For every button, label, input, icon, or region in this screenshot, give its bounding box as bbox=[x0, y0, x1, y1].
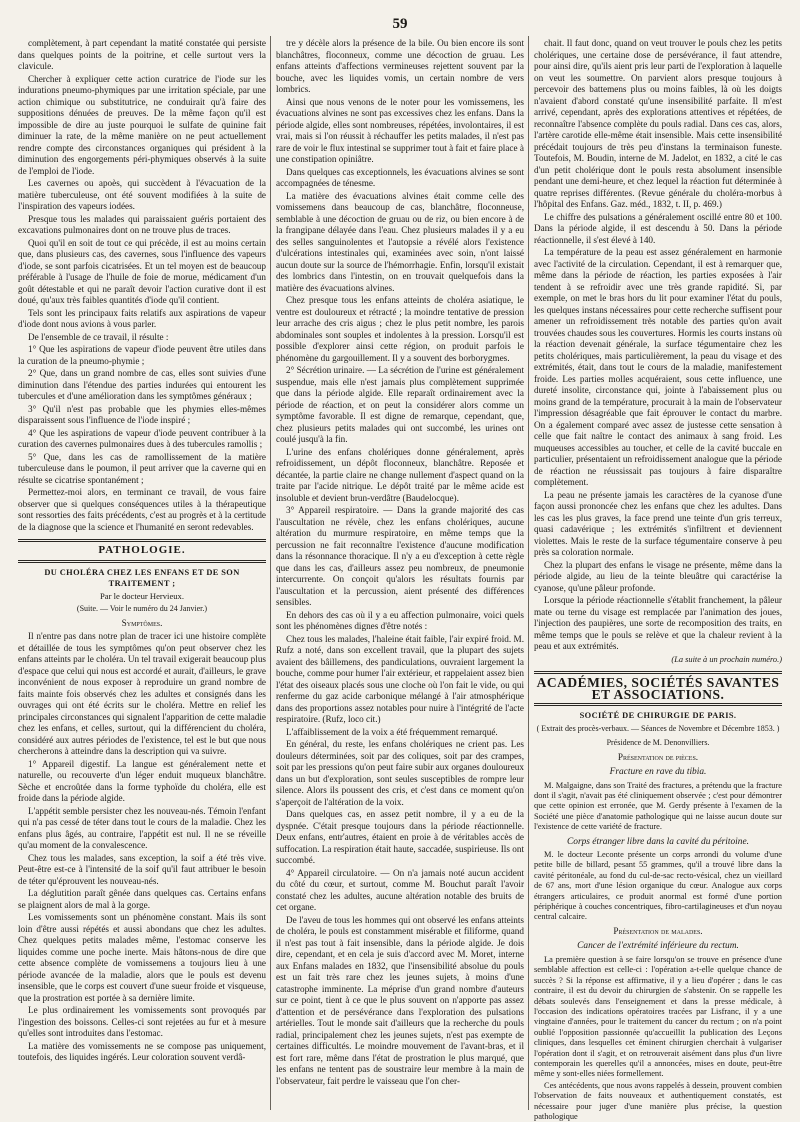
paragraph: En général, du reste, les enfans cholériques ne crient pas. Les douleurs déterminées, soit par des coliques, soit par des crampes, soit par les pressions qu'on peut faire subir aux organes douloureux dans un but d'exploration, sont seules susceptibles de rompre leur silence. Alors ils poussent des cris, et c'est dans ce moment qu'on s'aperçoit de l'altération de la voix. bbox=[276, 739, 524, 807]
article-rubric: Symptômes. bbox=[121, 617, 163, 628]
paragraph: La matière des évacuations alvines était comme celle des vomissemens dans beaucoup de cas, blanchâtre, floconneuse, semblable à une décoction de gruau ou de riz, ou bien encore à de la frangipane délayée dans l'eau. Chez plusieurs malades il y a eu des selles sanguinolentes et l'autopsie a révélé alors l'existence d'ulcérations intestinales qui, examinées avec soin, n'ont laissé aucun doute sur la source de l'hémorrhagie. Enfin, lorsqu'il existait des lombrics dans l'intestin, on en trouvait quelquefois dans la matière des évacuations alvines. bbox=[276, 190, 524, 293]
rubric-malades: Présentation de malades. bbox=[613, 925, 703, 936]
paragraph: La température de la peau est assez généralement en harmonie avec l'activité de la circulation. Cependant, il est à remarquer que, même dans la période de réaction, les parties exposées à l'air tendent à se refroidir avec une très grande rapidité. Si, par exemple, on met le bras hors du lit pour examiner l'état du pouls, les quelques instans nécessaires pour cette recherche suffisent pour amener un refroidissement très notable des parties qu'on avait trouvées chaudes sous les couvertures. Hormis les courts instans où la réaction devenait générale, la surface tégumentaire chez les petits cholériques, mais particulièrement, la peau du visage et des extrémités, était, dans tout le cours de la maladie, manifestement froide. Les parties molles acquéraient, sous cette influence, une dureté insolite, circonstance qui, jointe à l'abaissement plus ou moins grand de la température, procurait à la main de l'observateur l'impression désagréable que fait éprouver le contact du marbre. On a également comparé avec assez de justesse cette sensation à celle que fait naître le contact des animaux à sang froid. Les muqueuses accessibles au toucher, et celle de la cavité buccale en particulier, présentaient un refroidissement analogue que la période de réaction ne réussissait pas toujours à faire disparaître complètement. bbox=[534, 247, 783, 487]
paragraph: complètement, à part cependant la matité constatée qui persiste dans quelques points de la poitrine, et celle surtout vers la clavicule. bbox=[18, 38, 266, 71]
paragraph: La déglutition paraît gênée dans quelques cas. Certains enfans se plaignent alors de mal à la gorge. bbox=[18, 888, 266, 910]
section-heading-academies: ACADÉMIES, SOCIÉTÉS SAVANTES ET ASSOCIATIONS. bbox=[534, 671, 782, 706]
paragraph: Permettez-moi alors, en terminant ce travail, de vous faire observer que si quelques conséquences utiles à la thérapeutique sont ressorties des faits précédents, c'est au progrès et à la certitude de la diagnose que la science et l'humanité en seront redevables. bbox=[18, 487, 266, 532]
column-1 bbox=[18, 38, 266, 1108]
paragraph: Chez tous les malades, sans exception, la soif a été très vive. Peut-être est-ce à l'intensité de la soif qu'il faut attribuer le besoin de téter qu'éprouvent les nouveau-nés. bbox=[18, 852, 266, 886]
paragraph: 5° Que, dans les cas de ramollissement de la matière tuberculeuse dans le poumon, il peut arriver que la caverne qui en résulte se cicatrise spontanément ; bbox=[18, 451, 266, 485]
paragraph: 3° Appareil respiratoire. — Dans la grande majorité des cas l'auscultation ne révèle, chez les enfans cholériques, aucune altération du murmure respiratoire, en même temps que la percussion ne fait reconnaître l'existence d'aucune modification dans la résonnance thoracique. Il n'y a eu d'exception à cette règle que dans les cas, d'ailleurs assez peu nombreux, de pneumonie intercurrente. On conçoit qu'alors les résultats fournis par l'auscultation et la percussion, aient présenté des différences sensibles. bbox=[276, 505, 524, 607]
column-3 bbox=[534, 38, 783, 1121]
intro-text bbox=[18, 38, 266, 533]
paragraph: La première question à se faire lorsqu'on se trouve en présence d'une semblable affection est celle-ci : l'opération a-t-elle quelque chance de succès ? Si la réponse est affirmative, il y a lieu d'opérer ; dans le cas contraire, il est du devoir du chirurgien de s'abstenir. On se rappelle les débats soulevés dans l'enseignement et dans la presse médicale, à l'occasion des indications opératoires tracées par Lisfranc, il y a une vingtaine d'années, pour le traitement du cancer du rectum ; on n'a point oublié l'opposition passionnée qu'accueillit la publication des Leçons cliniques, dans lesquelles cet éminent chirurgien cherchait à vulgariser l'opération dont il s'agit, et on retrouverait aisément dans plus d'un livre contemporain les querelles qu'il a annoncées, mises en doute, peut-être même y sont-elles niées formellement. bbox=[534, 954, 782, 1079]
paragraph: En dehors des cas où il y a eu affection pulmonaire, voici quels sont les phénomènes dignes d'être notés : bbox=[276, 609, 524, 631]
paragraph: L'urine des enfans cholériques donne généralement, après refroidissement, un dépôt floconneux, blanchâtre. Reposée et décantée, la partie claire ne change nullement d'aspect quand on la traite par l'acide nitrique. Le dépôt traité par le même acide est insoluble et devient brun-verdâtre (Baudelocque). bbox=[276, 446, 524, 503]
paragraph: Chez presque tous les enfans atteints de choléra asiatique, le ventre est douloureux et rétracté ; la moindre tentative de pression leur arrache des cris aigus ; chez le plus petit nombre, les parois abdominales sont souples et indolentes à la pression. Lorsqu'il est possible d'explorer ainsi cette région, on produit parfois le phénomène du gargouillement. Il y a souvent des borborygmes. bbox=[276, 295, 524, 363]
paragraph: L'affaiblissement de la voix a été fréquemment remarqué. bbox=[286, 726, 498, 737]
paragraph: M. le docteur Leconte présente un corps arrondi du volume d'une petite bille de billard, pesant 55 grammes, qu'il a trouvé libre dans la cavité péritonéale, au fond du cul-de-sac recto-vésical, chez un vieillard de 67 ans, mort d'une lésion organique du cœur. Analogue aux corps étrangers articulaires, ce produit anormal est formé d'une portion périphérique à couches concentriques, fibro-cartilagineuses et d'un noyau central calcaire. bbox=[534, 850, 782, 922]
paragraph: 1° Appareil digestif. La langue est généralement nette et naturelle, ou recouverte d'un léger enduit muqueux blanchâtre. Sèche et encroûtée dans la forme typhoïde du choléra, elle est froide dans la période algide. bbox=[18, 758, 266, 803]
paragraph: Les cavernes ou apoès, qui succèdent à l'évacuation de la matière tuberculeuse, ont été souvent modifiées à la suite de l'inspiration des vapeurs iodées. bbox=[18, 178, 266, 211]
paragraph: Le chiffre des pulsations a généralement oscillé entre 80 et 100. Dans la période algide, il est descendu à 50. Dans la période réactionnelle, il s'est élevé à 140. bbox=[534, 211, 782, 245]
paragraph: 2° Que, dans un grand nombre de cas, elles sont suivies d'une diminution dans l'étendue des parties indurées qui entourent les tubercules et d'une amélioration dans les symptômes généraux ; bbox=[18, 368, 266, 401]
paragraph: tre y décèle alors la présence de la bile. Ou bien encore ils sont blanchâtres, floconneux, comme une décoction de gruau. Les enfans atteints d'affections vermineuses rejettent souvent par la bouche, avec les liquides vomis, un certain nombre de vers lombrics. bbox=[276, 38, 524, 94]
paragraph: De l'ensemble de ce travail, il résulte : bbox=[28, 331, 169, 342]
paragraph: Il n'entre pas dans notre plan de tracer ici une histoire complète et détaillée de tous les symptômes qu'on peut observer chez les enfans atteints par le choléra. Un tel travail exigerait beaucoup plus d'espace que celui qui nous est accordé et aurait, d'ailleurs, le grave inconvénient de nous exposer à reproduire un grand nombre de faits mainte fois observés chez les adultes et consignés dans les ouvrages qui ont été écrits sur le choléra. Mettre en relief les principales circonstances qui signalent l'apparition de cette maladie chez les enfans, et celles, surtout, qui la différencient du choléra, considéré aux autres périodes de l'existence, tel est le but que nous chercherons à atteindre dans la description qui va suivre. bbox=[18, 631, 266, 756]
society-title: SOCIÉTÉ DE CHIRURGIE DE PARIS. bbox=[579, 711, 737, 720]
paragraph: De l'aveu de tous les hommes qui ont observé les enfans atteints de choléra, le pouls est constamment misérable et filiforme, quand il n'est pas tout à fait insensible, dans la période algide. Je dois dire, cependant, et en cela je suis d'accord avec M. Moret, interne aux Enfans malades en 1832, que l'insensibilité absolue du pouls est un fait très rare chez les jeunes sujets, à moins d'une catastrophe imminente. La méprise d'un grand nombre d'auteurs sur ce point, tient à ce que le plus souvent on n'apporte pas assez d'attention et de persévérance dans l'exploration des pulsations artérielles. Tout le monde sait d'ailleurs que la recherche du pouls radial, principalement chez les jeunes sujets, n'est pas exempte de certaines difficultés. Le moindre mouvement de l'avant-bras, et il est fort rare, même dans l'état de prostration le plus marqué, que les enfans ne tentent pas de soustraire leur membre à la main de l'observateur, fait perdre le vaisseau que l'on cher- bbox=[276, 914, 524, 1086]
paragraph: Chez la plupart des enfans le visage ne présente, même dans la période algide, au lieu de la teinte bleuâtre qui caractérise la cyanose, qu'une pâleur profonde. bbox=[534, 559, 782, 593]
column-2 bbox=[276, 38, 524, 1108]
column-divider bbox=[528, 36, 529, 1110]
paragraph: L'appétit semble persister chez les nouveau-nés. Témoin l'enfant qui n'a pas cessé de téter dans tout le cours de la maladie. Chez les enfans plus âgés, au contraire, l'appétit est nul. Il ne se réveille qu'au moment de la convalescence. bbox=[18, 805, 266, 850]
paragraph: La peau ne présente jamais les caractères de la cyanose d'une façon aussi prononcée chez les enfans que chez les adultes. Dans les cas les plus graves, la face prend une teinte d'un gris terreux, quasi cadavérique ; les extrémités s'infiltrent et deviennent violettes. Mais le reste de la surface tégumentaire conserve à peu près sa coloration normale. bbox=[534, 489, 782, 557]
column-divider bbox=[270, 36, 271, 1110]
paragraph: 1° Que les aspirations de vapeur d'iode peuvent être utiles dans la curation de la pneumo-phymie ; bbox=[18, 344, 266, 366]
paragraph: 4° Appareil circulatoire. — On n'a jamais noté aucun accident du côté du cœur, et surtout, comme M. Bouchut paraît l'avoir constaté chez les adultes, aucune altération notable des bruits de cet organe. bbox=[276, 867, 524, 912]
paragraph: 4° Que les aspirations de vapeur d'iode peuvent contribuer à la curation des cavernes pulmonaires dues à des tubercules ramollis ; bbox=[18, 427, 266, 449]
item-title: Cancer de l'extrémité inférieure du rectum. bbox=[577, 941, 739, 952]
article-note: (Suite. — Voir le numéro du 24 Janvier.) bbox=[76, 604, 208, 613]
article-author: Par le docteur Hervieux. bbox=[100, 590, 184, 601]
paragraph: Presque tous les malades qui paraissaient guéris portaient des excavations pulmonaires dont on ne trouve plus de traces. bbox=[18, 213, 266, 235]
paragraph: Lorsque la période réactionnelle s'établit franchement, la pâleur mate ou terne du visage est remplacée par l'animation des joues, l'injection des paupières, une sorte de recomposition des traits, en même temps que le pouls se relève et que la chaleur revient à la peau et aux extrémités. bbox=[534, 595, 782, 651]
paragraph: La matière des vomissements ne se compose pas uniquement, toutefois, des liquides ingérés. Leur coloration souvent verdâ- bbox=[18, 1040, 266, 1062]
paragraph: Chez tous les malades, l'haleine était faible, l'air expiré froid. M. Rufz a noté, dans son excellent travail, que la plupart des sujets avaient des bâillemens, des pandiculations, ouvraient largement la bouche, comme pour humer l'air extérieur, et rappelaient assez bien l'état des oiseaux placés sous une cloche où l'on fait le vide, ou qui renferme du gaz acide carbonique mélangé à l'air atmosphérique dans des proportions assez notables pour nuire à l'intégrité de l'acte respiratoire. (Rufz, loco cit.) bbox=[276, 633, 524, 724]
paragraph: Dans quelques cas exceptionnels, les évacuations alvines se sont accompagnées de ténesme. bbox=[276, 166, 524, 188]
article-body bbox=[18, 631, 266, 1064]
paragraph: Tels sont les principaux faits relatifs aux aspirations de vapeur d'iode dont nous avions à vous parler. bbox=[18, 307, 266, 329]
section-heading-pathologie: PATHOLOGIE. bbox=[18, 539, 266, 563]
paragraph: Les vomissements sont un phénomène constant. Mais ils sont loin d'être aussi répétés et aussi abondans que chez les adultes. Chez quelques petits malades même, l'estomac conserve les liquides comme une poche inerte. Mais hâtons-nous de dire que cette absence complète de vomissemens a toujours lieu à une période avancée de la maladie, alors que le pouls est devenu insensible, que le corps est couvert d'une sueur froide et visqueuse, que la prostration est portée à sa dernière limite. bbox=[18, 912, 266, 1003]
continued-note: (La suite à un prochain numéro.) bbox=[671, 654, 782, 664]
paragraph: Quoi qu'il en soit de tout ce qui précède, il est au moins certain que, dans plusieurs cas, des cavernes, sous l'influence des vapeurs d'iode, se sont parfois cicatrisées. Et un tel moyen est de beaucoup préférable à l'usage de l'huile de foie de morue, médicament d'un goût détestable et qui ne paraît devoir l'action curative dont il est doué, qu'aux très faibles quantités d'iode qu'il contient. bbox=[18, 237, 266, 305]
paragraph: chait. Il faut donc, quand on veut trouver le pouls chez les petits cholériques, une certaine dose de persévérance, il faut attendre, pour ainsi dire, qu'ils aient pris leur parti de l'exploration à laquelle on veut les soumettre. On parvient alors presque toujours à percevoir des battemens plus ou moins faibles, là où les doigts n'avaient d'abord constaté qu'une insensibilité parfaite. Il m'est arrivé, cependant, après des explorations attentives et répétées, de reconnaître l'absence complète du pouls radial. Dans ces cas, alors, l'artère carotide elle-même était insensible. Mais cette insensibilité précédait toujours de très peu d'instans la terminaison funeste. Toutefois, M. Boudin, interne de M. Jadelot, en 1832, a cité le cas d'un petit cholérique dont le pouls resta absolument insensible pendant une demi-heure, et chez lequel la réaction fut déterminée à quatre reprises différentes. (Revue générale du choléra-morbus à l'hôpital des Enfans. Gaz. méd., 1832, t. II, p. 469.) bbox=[534, 38, 782, 209]
society-extract: ( Extrait des procès-verbaux. — Séances de Novembre et Décembre 1853. ) bbox=[536, 723, 780, 733]
paragraph: 2° Sécrétion urinaire. — La sécrétion de l'urine est généralement suspendue, mais elle n'est jamais plus complètement supprimée que dans la période algide. Elle reparaît ordinairement avec la période de réaction, et on peut la considérer alors comme un symptôme favorable. Il est digne de remarque, cependant, que, chez plusieurs petits malades qui ont succombé, les urines ont coulé jusqu'à la fin. bbox=[276, 365, 524, 444]
paragraph: 3° Qu'il n'est pas probable que les phymies elles-mêmes disparaissent sous l'influence de l'iode inspiré ; bbox=[18, 403, 266, 425]
paragraph: Ces antécédents, que nous avons rappelés à dessein, prouvent combien l'observation de faits nouveaux et authentiquement constatés, est nécessaire pour juger d'une manière plus précise, la question pathologique bbox=[534, 1080, 782, 1121]
paragraph: M. Malgaigne, dans son Traité des fractures, a prétendu que la fracture dont il s'agit, n'avait pas été cliniquement observée ; c'est pour démontrer que cette opinion est erronée, que M. Gerdy présente à l'examen de la Société une pièce d'anatomie pathologique qui ne laisse aucun doute sur l'existence de cette variété de fracture. bbox=[534, 780, 782, 832]
item-title: Corps étranger libre dans la cavité du péritoine. bbox=[567, 836, 749, 847]
rubric-pieces: Présentation de pièces. bbox=[617, 751, 699, 762]
paragraph: Le plus ordinairement les vomissements sont provoqués par l'ingestion des boissons. Celles-ci sont rejetées au fur et à mesure qu'elles sont introduites dans l'estomac. bbox=[18, 1005, 266, 1038]
paragraph: Dans quelques cas, en assez petit nombre, il y a eu de la dyspnée. C'était presque toujours dans la période réactionnelle. Deux enfans, entr'autres, étaient en proie à de véritables accès de suffocation. La respiration était haute, saccadée, suspirieuse. Ils ont succombé. bbox=[276, 809, 524, 865]
society-president: Présidence de M. Denonvilliers. bbox=[606, 738, 710, 747]
paragraph: Chercher à expliquer cette action curatrice de l'iode sur les indurations pneumo-phymiques par une irritation spéciale, par une action chimique ou substitutrice, ne conduirait qu'à faire des suppositions dénuées de preuves. De la même façon qu'il est impossible de dire au juste pourquoi le sulfate de quinine fait diminuer la rate, de la même manière on ne peut actuellement rendre compte des circonstances organiques qui président à la diminution des engorgements péri-phymiques observés à la suite de l'emploi de l'iode. bbox=[18, 73, 266, 176]
paragraph: Ainsi que nous venons de le noter pour les vomissemens, les évacuations alvines ne sont pas excessives chez les enfans. Dans la période algide, elles sont nombreuses, répétées, involontaires, il est vrai, mais si l'on réussit à réchauffer les petits malades, il n'est pas rare de voir le flux intestinal se supprimer tout à fait et faire place à une constipation opiniâtre. bbox=[276, 96, 524, 164]
article-title: DU CHOLÉRA CHEZ LES ENFANS ET DE SON TRAITEMENT ; bbox=[44, 567, 240, 588]
page-number: 59 bbox=[392, 16, 408, 32]
item-title: Fracture en rave du tibia. bbox=[609, 767, 707, 777]
